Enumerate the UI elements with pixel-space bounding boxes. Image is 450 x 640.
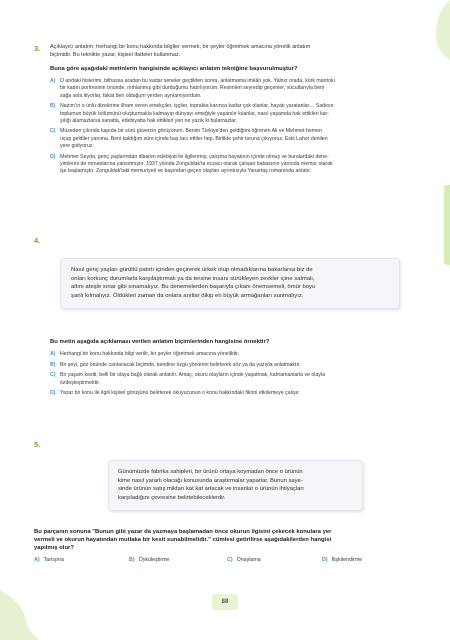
- question-4-passage: Nasıl genç yaşları gürültü patırtı içinden geçirerek ürkek olup olmadıklarına bakarlarsa biz de onları korkunç durumlarla karşılaştırmalı ya da tersine insanı sürükleyen zevkler içine salmalı, altını ateşle sınar gibi sınamalıyız. Bu denemelerden başarıyla çıkanı önemsemeli, ömür boyu şanlı kılmalıyız. Öldükleri zaman da onlara anıtlar dikip en büyük armağanları sunmalıyız.: [60, 258, 400, 309]
- question-5-option-a[interactable]: A) Tartışma: [34, 557, 64, 563]
- question-3-option-c[interactable]: C) Müzeden çıkında kapıda bir sürü güvercin görüyorum. Benim Türkiye'den geldiğimi öğrenen Ali ve Mehmet hemen uçup geldiler yanıma. Beni kaldığım süre içinde baş tacı ettiler hep. Birlikte şehir turuna çıkıyoruz. Eski Lahor denilen yere gidiyoruz.: [50, 128, 328, 149]
- question-5-number: 5.: [34, 440, 41, 449]
- question-4-option-b[interactable]: B) Bir şeyi, göz önünde canlanacak biçimde, kendine özgü yönlerini belirterek söz ya da yazıyla anlatmaktır.: [50, 361, 301, 368]
- question-3-option-d[interactable]: D) Mehmet Seyda, genç yaşlarından itibaren edebiyat ile ilgilenmiş; çalışma hayatının içinde olmuş ve buralardaki dene- yimlerini de romanlarına yansıtmıştır. 1937 yılında Zonguldak'ta eczacı olarak çalışan babasının yanında memur olarak işe başlamıştır. Zonguldak'taki memuriyeti ve başından geçen olayları ayrıntısıyla Yanartaş romanında anlatır.: [50, 153, 333, 174]
- question-4: [50, 338, 412, 401]
- question-5-option-b[interactable]: B) Öyküleştirme: [129, 557, 170, 563]
- question-4-option-c[interactable]: C) Bir yaşam kesiti, belli bir olaya bağlı olarak anlatılır. Amaç; okuru olayların içinde yaşatmak, kahramanlarla ve olayla özdeşleştirmektir.: [50, 372, 325, 386]
- question-4-passage-wrap: [60, 258, 400, 309]
- question-4-option-d[interactable]: D) Yazar bir konu ile ilgili kişisel görüşünü belirterek okuyucunun o konu hakkındaki fikrini etkilemeye çalışır.: [50, 390, 301, 397]
- question-5: [34, 528, 414, 565]
- corner-decoration-top-right: [426, 0, 450, 60]
- question-3: [50, 44, 412, 179]
- question-3-intro: Açıklayıcı anlatım; herhangi bir konu hakkında bilgiler vermek, bir şeyler öğretmek amacına yönelik anlatım biçimidir. Bu teknikte yazar, kişisel ifadeler kullanmaz.: [50, 44, 311, 58]
- question-3-prompt: Buna göre aşağıdaki metinlerin hangisinde açıklayıcı anlatım tekniğine başvurulmuştur?: [50, 66, 298, 73]
- question-5-prompt: Bu parçanın sonuna "Bunun gibi yazar da yazmaya başlamadan önce okurun ilgisini çekecek konulara yer vermeli ve okurun hayatından mutlaka bir kesit sunabilmelidir." cümlesi getirilirse aşağıdakilerden hangisi yapılmış olur?: [34, 529, 332, 551]
- question-3-option-a[interactable]: A) O andaki hislerimi, bilhassa aradan bu kadar seneler geçtikten sonra, anlatmama imkân yok. Yalnız orada, kürk mantolu bir kadın portresinin önünde, mıhlanmış gibi durduğumu hatırlıyorum. Resimleri seyredip geçenler, vücutlarıyla beni sağa sola itiyorlar, fakat ben olduğum yerden ayrılamıyordum.: [50, 78, 335, 99]
- question-4-prompt: Bu metin aşağıda açıklaması verilen anlatım biçimlerinden hangisine örnektir?: [50, 339, 270, 345]
- question-5-passage: Günümüzde fabrika sahipleri, bir ürünü ortaya koymadan önce o ürünün kime nasıl yararlı olacağı konusunda araştırmalar yaparlar. Bunun saye- sinde ürünün satış miktarı kat kat artacak ve insanlar o ürünün ihtiyaçları karşıladığını çevresine belirtebileceklerdir.: [108, 460, 363, 511]
- corner-decoration-bottom-left: [0, 580, 40, 640]
- page-number-badge: [212, 594, 238, 610]
- side-decoration-bar: [444, 185, 450, 265]
- question-3-option-b[interactable]: B) Nazım'ın o ünlü dizelerine ilham veren emekçiler, işçiler, toprakta karınca kadar çok olanlar, hayatı yaratanlar… Sadece toplumun büyük bölümünü oluşturmakla kalmayıp dünyayı emeğiyle yaşanılır kılanlar, nasıl yaşamda hak ettikleri kar- şılığı alamazlarsa sanatta, edebiyatta hak ettikleri yeri ne yazık ki bulamazlar.: [50, 103, 334, 124]
- page-number: 88: [212, 594, 238, 610]
- question-5-option-c[interactable]: C) Onaylama: [227, 557, 261, 563]
- question-5-option-d[interactable]: D) İlişkilendirme: [322, 557, 363, 563]
- question-4-number: 4.: [34, 236, 41, 245]
- question-5-passage-wrap: [108, 460, 363, 511]
- question-5-options: [34, 557, 414, 565]
- question-3-number: 3.: [34, 44, 41, 53]
- question-4-option-a[interactable]: A) Herhangi bir konu hakkında bilgi verilir, bir şeyler öğretmek amacına yöneliktir.: [50, 351, 240, 357]
